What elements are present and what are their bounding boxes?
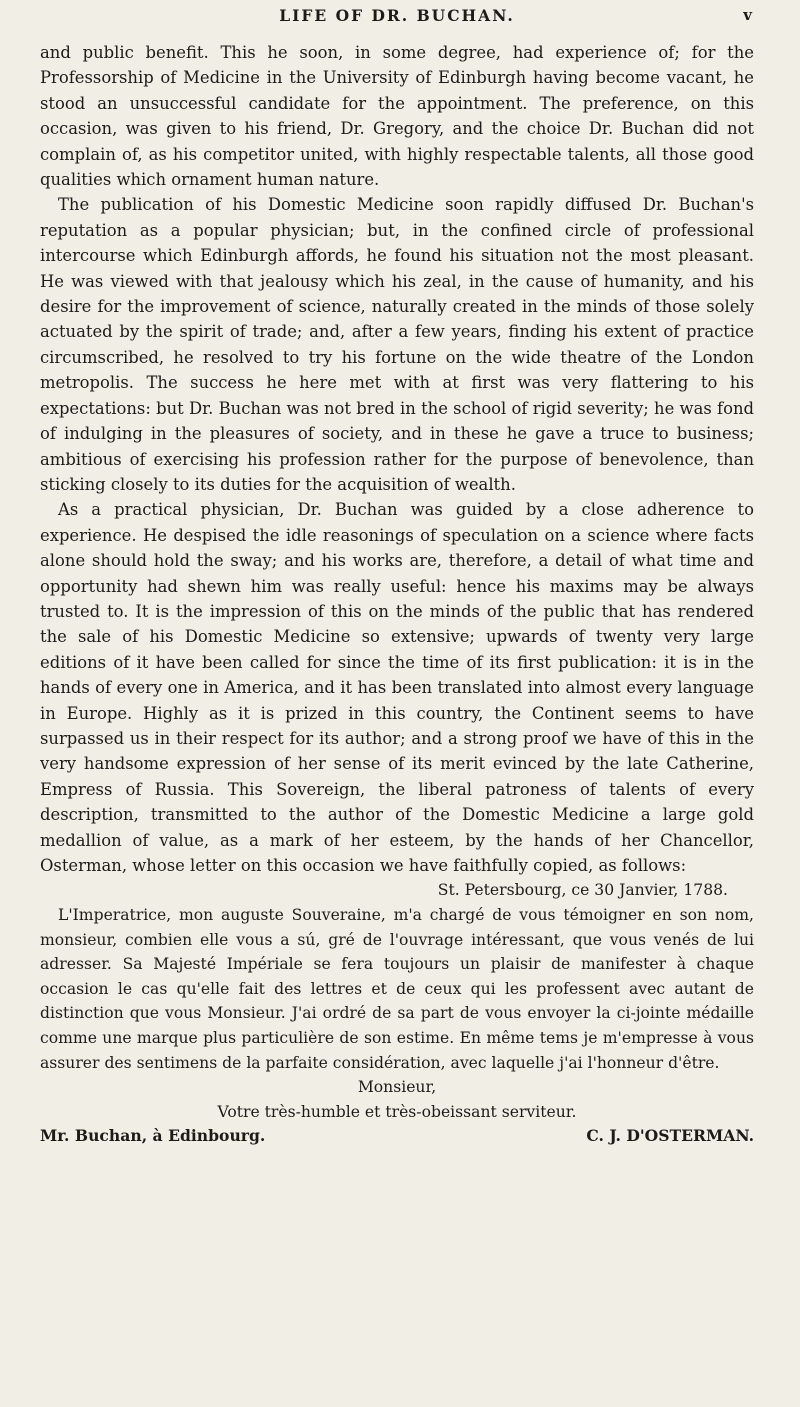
page-number: v bbox=[743, 6, 752, 24]
body-text bbox=[40, 40, 754, 878]
letter-dateline: St. Petersbourg, ce 30 Janvier, 1788. bbox=[437, 881, 728, 900]
letter-body: L'Imperatrice, mon auguste Souveraine, m'a chargé de vous témoigner en son nom, monsieur, combien elle vous a sú, gré de l'ouvrage intéressant, que vous venés de lui adresser. Sa Majesté Impériale se fera toujours un plaisir de manifester à chaque occasion le cas qu'elle fait des lettres et de ceux qui les professent avec autant de distinction que vous Monsieur. J'ai ordré de sa part de vous envoyer la ci-jointe médaille comme une marque plus particulière de son estime. En même tems je m'empresse à vous assurer des sentimens de la parfaite considération, avec laquelle j'ai l'honneur d'être. bbox=[40, 906, 754, 1072]
letter-signature-line bbox=[40, 1124, 754, 1149]
quoted-letter bbox=[40, 878, 754, 1149]
letter-addressee: Mr. Buchan, à Edinbourg. bbox=[40, 1126, 266, 1146]
running-title: LIFE OF DR. BUCHAN. bbox=[279, 6, 515, 25]
paragraph-2: The publication of his Domestic Medicine soon rapidly diffused Dr. Buchan's reputation as a popular physician; but, in the confined circle of professional intercourse which Edinburgh affords, he found his situation not the most pleasant. He was viewed with that jealousy which his zeal, in the cause of humanity, and his desire for the improvement of science, naturally created in the minds of those solely actuated by the spirit of trade; and, after a few years, finding his extent of practice circumscribed, he resolved to try his fortune on the wide theatre of the London metropolis. The success he here met with at first was very flattering to his expectations: but Dr. Buchan was not bred in the school of rigid severity; he was fond of indulging in the pleasures of society, and in these he gave a truce to business; ambitious of exercising his profession rather for the purpose of benevolence, than sticking closely to its duties for the acquisition of wealth. bbox=[40, 195, 754, 494]
paragraph-1: and public benefit. This he soon, in some degree, had experience of; for the Professorship of Medicine in the University of Edinburgh having become vacant, he stood an unsuccessful candidate for the appointment. The preference, on this occasion, was given to his friend, Dr. Gregory, and the choice Dr. Buchan did not complain of, as his competitor united, with highly respectable talents, all those good qualities which ornament human nature. bbox=[40, 43, 754, 190]
letter-salutation: Monsieur, bbox=[357, 1078, 437, 1097]
letter-closing: Votre très-humble et très-obeissant serviteur. bbox=[217, 1102, 577, 1121]
paragraph-3: As a practical physician, Dr. Buchan was guided by a close adherence to experience. He despised the idle reasonings of speculation on a science where facts alone should hold the sway; and his works are, therefore, a detail of what time and opportunity had shewn him was really useful: hence his maxims may be always trusted to. It is the impression of this on the minds of the public that has rendered the sale of his Domestic Medicine so extensive; upwards of twenty very large editions of it have been called for since the time of its first publication: it is in the hands of every one in America, and it has been translated into almost every language in Europe. Highly as it is prized in this country, the Continent seems to have surpassed us in their respect for its author; and a strong proof we have of this in the very handsome expression of her sense of its merit evinced by the late Catherine, Empress of Russia. This Sovereign, the liberal patroness of talents of every description, transmitted to the author of the Domestic Medicine a large gold medallion of value, as a mark of her esteem, by the hands of her Chancellor, Osterman, whose letter on this occasion we have faithfully copied, as follows: bbox=[40, 500, 754, 875]
running-head bbox=[40, 0, 754, 40]
letter-signature: C. J. D'OSTERMAN. bbox=[586, 1126, 754, 1146]
